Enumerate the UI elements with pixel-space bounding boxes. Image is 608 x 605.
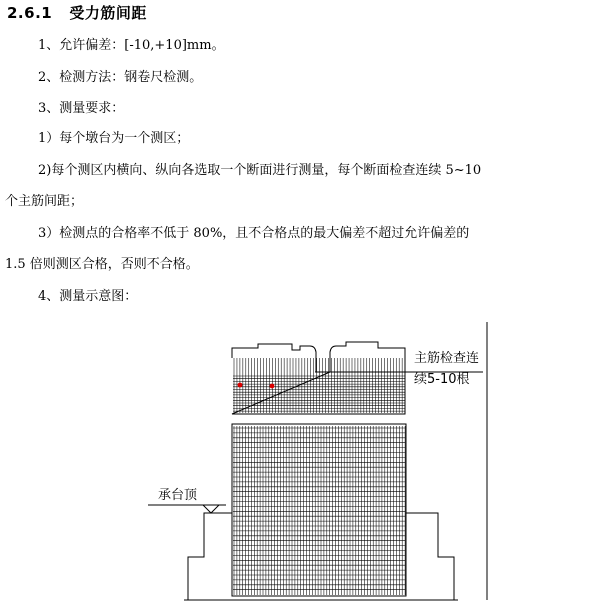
item-requirement-1: 1）每个墩台为一个测区； xyxy=(38,131,190,146)
section-number: 2.6.1 xyxy=(7,4,53,22)
item-requirement-2-cont: 个主筋间距； xyxy=(5,194,84,209)
item-method: 2、检测方法：钢卷尺检测。 xyxy=(38,70,203,85)
section-title: 受力筋间距 xyxy=(69,4,147,22)
measure-point-2 xyxy=(270,384,275,389)
label-main-bar-line1: 主筋检查连 xyxy=(414,351,480,366)
base-elevation-marker xyxy=(203,505,219,513)
item-tolerance: 1、允许偏差：[-10,+10]mm。 xyxy=(38,38,225,53)
item-requirement-3: 3）检测点的合格率不低于 80%，且不合格点的最大偏差不超过允许偏差的 xyxy=(38,226,470,241)
cap-rebar-grid xyxy=(233,358,405,413)
column-rebar-grid xyxy=(233,426,405,595)
label-main-bar-line2: 续5-10根 xyxy=(414,372,470,387)
item-requirement-2: 2)每个测区内横向、纵向各选取一个断面进行测量，每个断面检查连续 5~10 xyxy=(38,163,482,178)
label-base-top: 承台顶 xyxy=(158,488,198,503)
measure-point-1 xyxy=(238,383,243,388)
item-requirement-3-cont: 1.5 倍则测区合格，否则不合格。 xyxy=(5,257,199,272)
item-diagram-caption: 4、测量示意图： xyxy=(38,289,138,304)
item-requirements: 3、测量要求： xyxy=(38,101,125,116)
